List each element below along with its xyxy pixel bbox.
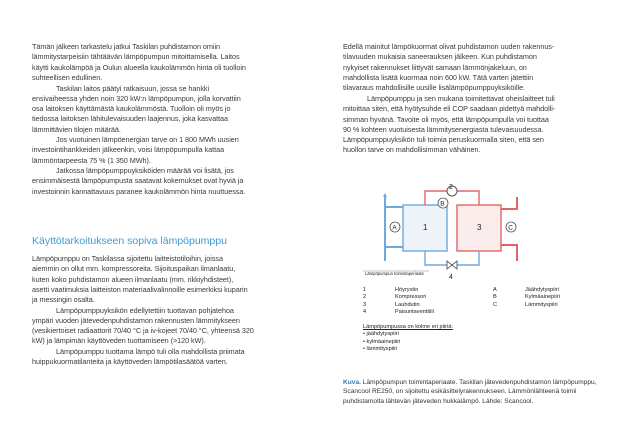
caption-line bbox=[343, 378, 613, 387]
left-column-lower bbox=[32, 0, 302, 442]
text-line: Jatkossa lämpöpumppuyksiköiden määrää voi lisätä, jos bbox=[56, 166, 234, 175]
caption-line: Scancool RE250, on sijoitettu esikäsittelyrakennukseen. Lämmönlähteenä toimii bbox=[343, 388, 577, 396]
text-line: (vesikiertoiset radiaattorit 70/40 °C ja iv-kojeet 70/40 °C, yhteensä 320 bbox=[32, 326, 254, 336]
arrow-up-icon bbox=[383, 193, 387, 197]
paragraph-placement bbox=[32, 254, 302, 305]
circuit-list-title: Lämpöpumpussa on kolme eri piiriä: bbox=[363, 324, 453, 330]
text-line: kW) ja lämpimän käyttöveden tuottamiseen (>120 kW). bbox=[32, 336, 206, 346]
text-line: Jos vuotuinen lämpöenergian tarve on 1 800 MWh uusien bbox=[56, 135, 239, 144]
legend-label: Kompressori bbox=[395, 294, 427, 301]
circuit-item-label: kylmäainepiiri bbox=[366, 338, 401, 345]
section-heading: Käyttötarkoitukseen sopiva lämpöpumppu bbox=[32, 235, 227, 247]
text-line: 90 % kohteen vuotuisesta lämmitysenergiasta tulevaisuudessa. bbox=[343, 124, 544, 134]
text-line: Edellä mainitut lämpökuormat olivat puhdistamon uuden rakennus- bbox=[343, 42, 555, 51]
text-line: mahdollista lisätä kuormaa noin 600 kW. Tätä varten jätettiin bbox=[343, 72, 534, 82]
text-line: mitoittaa siten, että hyötysuhde eli COP saadaan pidettyä mahdolli- bbox=[343, 104, 556, 114]
text-line: Lämpöpumppuyksikön tuli toimia peruskuormalla siten, että sen bbox=[343, 135, 544, 145]
legend-row bbox=[363, 287, 434, 294]
legend-label: Jäähdytyspiiri bbox=[525, 287, 559, 293]
text-line: lämmitystarpeisiin tähtäävän lämpöpumpun mitoittamisella. Laitos bbox=[32, 52, 240, 62]
expansion-valve-number: 4 bbox=[449, 274, 453, 281]
text-line: Tämän jälkeen tarkastelu jatkui Taskilan puhdistamon omiin bbox=[32, 42, 220, 51]
circle-a-label: A bbox=[392, 224, 397, 232]
text-line: Lämpöpumppu on Taskilassa sijoitettu laitteistotiloihin, joissa bbox=[32, 254, 223, 263]
text-line: ympäri vuoden jätevedenpuhdistamon rakennusten lämmitykseen bbox=[32, 315, 240, 325]
legend-label: Lauhdutin bbox=[395, 301, 420, 308]
legend-letter: C bbox=[493, 301, 498, 308]
legend-label: Kylmäainepiiri bbox=[525, 294, 560, 301]
legend-letter: A bbox=[493, 287, 497, 293]
figure-caption bbox=[343, 378, 613, 406]
text-line: asetti vaatimuksia laitteiston materiaalivalinnoille esimerkiksi kuparin bbox=[32, 284, 248, 294]
text-line: osa laitoksen käyttämästä kaukolämmöstä. Tuolloin oli myös jo bbox=[32, 104, 231, 114]
legend-label: Höyrystin bbox=[395, 287, 419, 293]
text-line: huollon tarve on mahdollisimman vähäinen. bbox=[343, 145, 481, 155]
text-line: lämmöntarpeesta 75 % (1 350 MWh). bbox=[32, 155, 151, 165]
circuit-item bbox=[363, 346, 453, 353]
circuit-list bbox=[363, 324, 453, 354]
legend-number: 3 bbox=[363, 301, 367, 308]
circuit-item-label: jäähdytyspiiri bbox=[366, 331, 399, 338]
text-line: Taskilan laitos päätyi ratkaisuun, jossa se hankki bbox=[56, 83, 210, 93]
circle-b-label: B bbox=[440, 200, 445, 208]
paragraph-priming bbox=[32, 347, 302, 368]
text-line: Lämpöpumppuyksikön edellytettiin tuottavan pohjatehoa bbox=[56, 305, 234, 315]
text-line: Lämpöpumppu tuottama lämpö tuli olla mahdollista priimata bbox=[56, 346, 245, 356]
condenser-number: 3 bbox=[477, 223, 482, 232]
bullet-icon: • bbox=[363, 346, 367, 353]
bullet-icon: • bbox=[363, 331, 367, 338]
text-line: ja messingin osalta. bbox=[32, 295, 95, 305]
legend-circuits bbox=[493, 287, 560, 309]
text-line: käytti kaukolämpöä ja Oulun alueella kaukolämmön hinta oli tuolloin bbox=[32, 62, 246, 72]
caption-label: Kuva. bbox=[343, 379, 361, 386]
caption-line: puhdistamolta lähtevän jäteveden hukkalämpö. Lähde: Scancool. bbox=[343, 397, 534, 405]
text-line: tilavaraus mahdollisille uusille lisälämpöpumppuyksiköille. bbox=[343, 83, 526, 93]
circle-c-label: C bbox=[508, 224, 514, 232]
circuit-item bbox=[363, 339, 453, 346]
bullet-icon: • bbox=[363, 338, 367, 345]
refrigerant-pipe-cold bbox=[425, 251, 479, 265]
legend-letter: B bbox=[493, 294, 497, 301]
legend-row bbox=[493, 294, 560, 301]
text-line: Lämpöpumppu ja sen mukana toimitettavat oheislaitteet tuli bbox=[367, 94, 555, 103]
circuit-item-label: lämmityspiiri bbox=[366, 346, 398, 353]
text-line: tiedossa laitoksen lähitulevaisuuden laajennus, joka kasvattaa bbox=[32, 114, 229, 124]
caption-text: Lämpöpumpun toimintaperiaate. Taskilan jätevedenpuhdistamon lämpöpumppu, bbox=[360, 379, 597, 386]
legend-row bbox=[363, 302, 434, 309]
paragraph-base-load bbox=[32, 306, 302, 347]
text-line: lämmittävien tilojen määrää. bbox=[32, 124, 121, 134]
text-line: investoinnin kannattavuus paranee kaukolämmön hinta nuuttuessa. bbox=[32, 186, 246, 196]
compressor-number: 2 bbox=[449, 184, 453, 191]
legend-row bbox=[493, 302, 560, 309]
text-line: simman hyvänä. Tavoite oli myös, että lämpöpumpulla voi tuottaa bbox=[343, 114, 549, 124]
evaporator-number: 1 bbox=[423, 223, 428, 232]
legend-label: Lämmityspiiri bbox=[525, 301, 558, 308]
process-label: Lämpöpumpun toimintaperiaate bbox=[365, 271, 424, 276]
legend-row bbox=[363, 309, 434, 316]
paragraph-loads bbox=[343, 42, 613, 93]
legend-row bbox=[363, 294, 434, 301]
text-line: suhteellisen edullinen. bbox=[32, 72, 103, 82]
text-line: aiemmin on ollut mm. kompressoreita. Sijoituspaikan ilmanlaatu, bbox=[32, 264, 236, 274]
text-line: kuten koko puhdistamon alueen ilmanlaatu (mm. rikkiyhdisteet), bbox=[32, 274, 234, 284]
paragraph-cop bbox=[343, 94, 613, 156]
legend-number: 1 bbox=[363, 287, 367, 293]
circuit-item bbox=[363, 331, 453, 338]
legend-components bbox=[363, 287, 434, 317]
text-line: ensimmäisestä lämpöpumpusta saatavat kokemukset ovat hyviä ja bbox=[32, 176, 244, 186]
heat-pump-schematic bbox=[343, 183, 623, 283]
legend-row bbox=[493, 287, 560, 294]
legend-label: Paisuntaventtiili bbox=[395, 309, 434, 316]
legend-number: 2 bbox=[363, 294, 367, 301]
text-line: ensivaiheessa yhden noin 320 kW:n lämpöpumpun, jolla korvattiin bbox=[32, 93, 241, 103]
text-line: huippukuormatilanteita ja käyttöveden lämpötilasäätöä varten. bbox=[32, 356, 228, 366]
expansion-valve-icon bbox=[447, 261, 457, 269]
legend-number: 4 bbox=[363, 309, 367, 316]
text-line: tilavuuden mukaisia saneerauksen jälkeen. Kun puhdistamon bbox=[343, 52, 537, 62]
text-line: nykyiset rakennukset liittyvät samaan lämmönjakeluun, on bbox=[343, 62, 527, 72]
text-line: investointihankkeiden jälkeenkin, voisi lämpöpumpulla kattaa bbox=[32, 145, 225, 155]
heat-pump-diagram bbox=[343, 183, 623, 368]
